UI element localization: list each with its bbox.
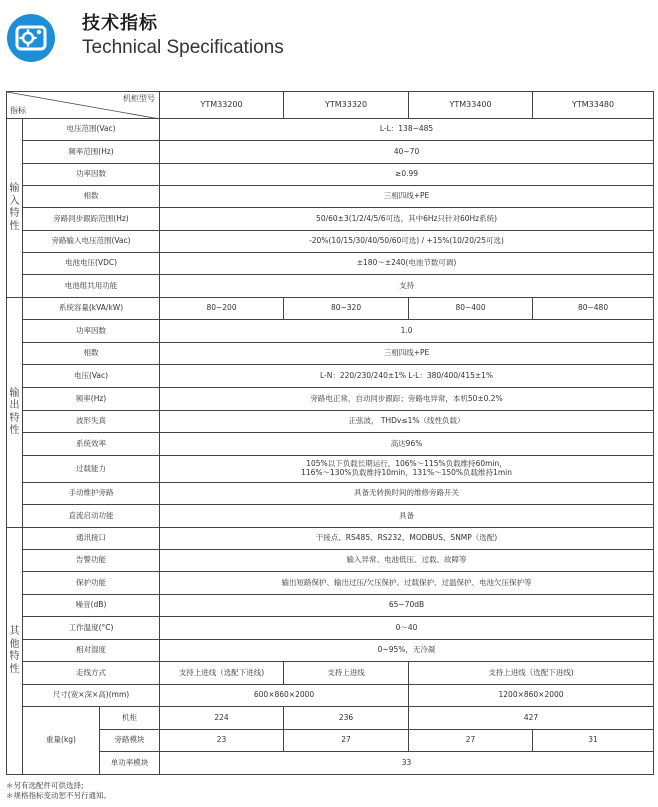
table-row: [7, 320, 654, 343]
page-subtitle: Technical Specifications: [82, 37, 284, 58]
table-row: [7, 365, 654, 388]
param-value: 80~400: [409, 298, 533, 320]
param-value: 正弦波， THDv≤1%（线性负载）: [160, 411, 654, 433]
param-label: 电压范围(Vac): [23, 119, 160, 141]
param-label: 系统效率: [23, 433, 160, 456]
group-output-label: 输 出 特 性: [7, 298, 23, 528]
param-value: 427: [409, 707, 654, 730]
table-row: [7, 483, 654, 505]
table-row: [7, 164, 654, 186]
param-label: 过载能力: [23, 456, 160, 483]
spec-table: [6, 91, 654, 775]
table-row: [7, 231, 654, 253]
param-sublabel: 单功率模块: [100, 752, 160, 775]
param-label: 噪音(dB): [23, 595, 160, 617]
param-label: 频率(Hz): [23, 388, 160, 411]
table-row: [7, 685, 654, 707]
param-label: 手动维护旁路: [23, 483, 160, 505]
param-value: 三相四线+PE: [160, 343, 654, 365]
param-label: 相数: [23, 343, 160, 365]
param-label: 功率因数: [23, 320, 160, 343]
param-value: 高达96%: [160, 433, 654, 456]
footnote: ＊另有选配件可供选择;: [6, 781, 84, 790]
table-row: [7, 253, 654, 275]
table-row: [7, 662, 654, 685]
param-label: 旁路同步跟踪范围(Hz): [23, 208, 160, 231]
param-value: 65~70dB: [160, 595, 654, 617]
param-label: 保护功能: [23, 572, 160, 595]
param-value: 干接点、RS485、RS232、MODBUS、SNMP（选配): [160, 528, 654, 550]
table-row: [7, 208, 654, 231]
param-sublabel: 旁路模块: [100, 730, 160, 752]
param-value: ±180～±240(电池节数可调): [160, 253, 654, 275]
param-value: 0~95%，无冷凝: [160, 640, 654, 662]
footnote: ＊规格指标变动恕不另行通知。: [6, 791, 111, 800]
param-label: 波形失真: [23, 411, 160, 433]
param-label: 相对湿度: [23, 640, 160, 662]
param-value: 33: [160, 752, 654, 775]
param-label: 走线方式: [23, 662, 160, 685]
param-label: 相数: [23, 186, 160, 208]
table-row: [7, 275, 654, 298]
param-label: 系统容量(kVA/kW): [23, 298, 160, 320]
param-value: 输入异常、电池低压、过载、故障等: [160, 550, 654, 572]
table-row: [7, 752, 654, 775]
param-value: 50/60±3(1/2/4/5/6可选，其中6Hz只针对60Hz系统): [160, 208, 654, 231]
table-header-row: [7, 92, 654, 119]
table-row: [7, 388, 654, 411]
table-row: [7, 298, 654, 320]
overload-line-2: 116%～130%负载维持10min，131%～150%负载维持1min: [301, 468, 512, 477]
param-value: 支持上进线（选配下进线): [409, 662, 654, 685]
param-value: 输出短路保护、输出过压/欠压保护、过载保护、过温保护、电池欠压保护等: [160, 572, 654, 595]
table-row: [7, 141, 654, 164]
param-value: 具备无转换时间的维修旁路开关: [160, 483, 654, 505]
corner-header-cell: [7, 92, 160, 119]
param-value: 三相四线+PE: [160, 186, 654, 208]
table-row: [7, 707, 654, 730]
param-sublabel: 机柜: [100, 707, 160, 730]
param-value: 40~70: [160, 141, 654, 164]
param-label: 通讯接口: [23, 528, 160, 550]
model-header-2: YTM33320: [284, 92, 409, 119]
param-value: 支持上进线: [284, 662, 409, 685]
param-label: 旁路输入电压范围(Vac): [23, 231, 160, 253]
table-row: [7, 550, 654, 572]
model-header-4: YTM33480: [533, 92, 654, 119]
param-value: 80~480: [533, 298, 654, 320]
param-value: L-N：220/230/240±1% L-L：380/400/415±1%: [160, 365, 654, 388]
param-value: 0～40: [160, 617, 654, 640]
model-header-1: YTM33200: [160, 92, 284, 119]
gear-settings-icon: [6, 13, 56, 63]
param-value: 1200×860×2000: [409, 685, 654, 707]
param-value: 27: [284, 730, 409, 752]
param-value: -20%(10/15/30/40/50/60可选) / +15%(10/20/25可选): [160, 231, 654, 253]
table-row: [7, 505, 654, 528]
param-label: 直流启动功能: [23, 505, 160, 528]
param-value: 224: [160, 707, 284, 730]
table-row: [7, 119, 654, 141]
param-value: 236: [284, 707, 409, 730]
param-value: 支持: [160, 275, 654, 298]
param-label: 功率因数: [23, 164, 160, 186]
group-input-label: 输 入 特 性: [7, 119, 23, 298]
param-label: 电池电压(VDC): [23, 253, 160, 275]
param-value: 旁路电正常，自动同步跟踪；旁路电异常，本机50±0.2%: [160, 388, 654, 411]
table-row: [7, 343, 654, 365]
param-value: 支持上进线（选配下进线): [160, 662, 284, 685]
model-header-3: YTM33400: [409, 92, 533, 119]
param-label: 频率范围(Hz): [23, 141, 160, 164]
param-value: 1.0: [160, 320, 654, 343]
param-label: 工作温度(°C): [23, 617, 160, 640]
table-row: [7, 617, 654, 640]
param-value: 27: [409, 730, 533, 752]
param-value: 23: [160, 730, 284, 752]
table-row: [7, 411, 654, 433]
param-value: ≥0.99: [160, 164, 654, 186]
param-value: 31: [533, 730, 654, 752]
param-label: 告警功能: [23, 550, 160, 572]
param-label: 电池组共用功能: [23, 275, 160, 298]
page-header: [0, 0, 658, 80]
table-row: [7, 730, 654, 752]
group-other-label: 其 他 特 性: [7, 528, 23, 775]
param-label: 重量(kg): [23, 707, 100, 775]
footnotes: [6, 781, 111, 801]
param-label: 尺寸(宽×深×高)(mm): [23, 685, 160, 707]
table-row: [7, 433, 654, 456]
param-value: [160, 456, 654, 483]
page-title: 技术指标: [82, 13, 158, 34]
param-value: 600×860×2000: [160, 685, 409, 707]
overload-line-1: 105%以下负载长期运行，106%～115%负载维持60min，: [306, 459, 507, 469]
table-row: [7, 572, 654, 595]
param-value: L-L：138~485: [160, 119, 654, 141]
corner-header-model: 机柜型号: [123, 94, 156, 103]
corner-header-indicator: 指标: [10, 105, 26, 115]
table-row: [7, 186, 654, 208]
param-value: 80~200: [160, 298, 284, 320]
table-row: [7, 456, 654, 483]
param-value: 具备: [160, 505, 654, 528]
table-row: [7, 528, 654, 550]
table-row: [7, 595, 654, 617]
param-value: 80~320: [284, 298, 409, 320]
param-label: 电压(Vac): [23, 365, 160, 388]
table-row: [7, 640, 654, 662]
